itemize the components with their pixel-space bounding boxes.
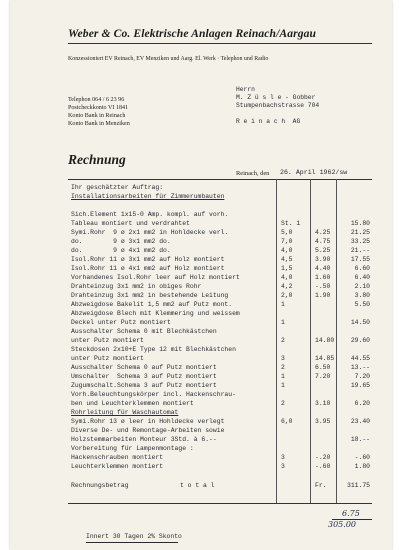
table-row xyxy=(68,426,372,435)
row-total: 23.40 xyxy=(350,418,370,425)
table-row xyxy=(68,417,372,426)
row-total: 17.55 xyxy=(350,256,370,263)
table-row xyxy=(68,363,372,372)
row-unit-price: 4.25 xyxy=(315,229,331,236)
table-row xyxy=(68,345,372,354)
table-row xyxy=(68,201,372,210)
row-total: 15.80 xyxy=(350,220,370,227)
row-total: 14.50 xyxy=(350,319,370,326)
table-row xyxy=(68,291,372,300)
row-quantity: 1 xyxy=(281,319,285,326)
row-unit-price: 14.80 xyxy=(315,337,335,344)
row-description: Deckel unter Putz montiert xyxy=(71,319,171,326)
company-subline: Konzessioniert EV Reinach, EV Menziken und Aarg. El. Werk · Telephon und Radio xyxy=(68,56,269,62)
letterhead-rule xyxy=(68,43,372,44)
table-row xyxy=(68,318,372,327)
summary-label: Rechnungsbetrag xyxy=(71,482,129,489)
row-total: 13.-- xyxy=(350,364,370,371)
row-unit-price: 3.90 xyxy=(315,256,331,263)
row-total: 1.80 xyxy=(354,463,370,470)
row-unit-price: 4.75 xyxy=(315,238,331,245)
row-description: Zugumschalt.Schema 3 auf Putz montiert xyxy=(71,382,217,389)
row-description: Isol.Rohr 11 ø 4x1 mm2 auf Holz montiert xyxy=(71,265,225,272)
row-total: 29.60 xyxy=(350,337,370,344)
table-row xyxy=(68,453,372,462)
table-row xyxy=(68,183,372,192)
row-description: Abzweigdose Bakelit 1,5 mm2 auf Putz mont. xyxy=(71,301,233,308)
table-top-rule xyxy=(68,179,372,180)
row-total: 33.25 xyxy=(350,238,370,245)
row-total: 7.20 xyxy=(354,373,370,380)
row-description: Holzstemmarbeiten Monteur 3Std. à 6.-- xyxy=(71,436,217,443)
summary-currency: Fr. xyxy=(315,482,327,489)
document-title: Rechnung xyxy=(68,152,126,167)
row-description: Isol.Rohr 11 ø 3x1 mm2 auf Holz montiert xyxy=(71,256,225,263)
table-row xyxy=(68,462,372,471)
table-row xyxy=(68,237,372,246)
row-quantity: 4,5 xyxy=(281,256,293,263)
table-row xyxy=(68,192,372,201)
contact-bank-reinach: Konto Bank in Reinach xyxy=(68,113,126,119)
row-quantity: 1 xyxy=(281,301,285,308)
handwritten-net-total: 305.00 xyxy=(328,520,356,529)
row-unit-price: 3.95 xyxy=(315,418,331,425)
row-quantity: 4,0 xyxy=(281,274,293,281)
payment-terms: Innert 30 Tagen 2% Skonto xyxy=(86,533,182,540)
row-total: 2.10 xyxy=(354,283,370,290)
row-description: Drahteinzug 3x1 mm2 in bestehende Leitung xyxy=(71,292,229,299)
summary-total: 311.75 xyxy=(346,482,370,489)
row-description: unter Putz montiert xyxy=(71,355,144,362)
row-quantity: 3 xyxy=(281,355,285,362)
recipient-line-3: Stumpenbachstrasse 704 xyxy=(236,102,320,109)
row-description: Ausschalter Schema 0 auf Putz montiert xyxy=(71,364,217,371)
contact-postcheck: Postcheckkonto VI 1841 xyxy=(68,105,129,111)
row-quantity: 1 xyxy=(281,373,285,380)
row-description: ben und Leuchterklemmen montiert xyxy=(71,400,194,407)
row-total: 6.20 xyxy=(354,400,370,407)
payment-terms-underline xyxy=(86,542,178,543)
row-unit-price: 3.10 xyxy=(315,400,331,407)
row-description: Abzweigdose Blech mit Klemmering und weissem xyxy=(71,310,240,317)
row-quantity: 6,0 xyxy=(281,418,293,425)
row-description: Vorbereitung für Lampenmontage : xyxy=(71,445,194,452)
row-quantity: 1 xyxy=(281,382,285,389)
line-items-table xyxy=(68,179,372,503)
row-description: unter Putz montiert xyxy=(71,337,144,344)
table-row xyxy=(68,354,372,363)
row-total: 6.60 xyxy=(354,265,370,272)
row-description: Diverse De- und Remontage-Arbeiten sowie xyxy=(71,427,225,434)
row-description: Sich.Element 1x15-0 Amp. kompl. auf vorh. xyxy=(71,211,229,218)
table-row xyxy=(68,210,372,219)
table-row xyxy=(68,300,372,309)
recipient-line-2: M. Z ü s l e - Gobber xyxy=(236,94,316,101)
row-total: 3.80 xyxy=(354,292,370,299)
row-description: Steckdosen 2x10+E Type 12 mit Blechkästchen xyxy=(71,346,236,353)
table-row xyxy=(68,435,372,444)
row-unit-price: 7.20 xyxy=(315,373,331,380)
row-total: 18.-- xyxy=(350,436,370,443)
row-quantity: 4,2 xyxy=(281,283,293,290)
row-description: do. 9 ø 3x1 mm2 do. xyxy=(71,238,171,245)
row-unit-price: -.50 xyxy=(315,283,331,290)
table-row xyxy=(68,444,372,453)
row-quantity: 2,0 xyxy=(281,292,293,299)
table-row xyxy=(68,309,372,318)
table-row xyxy=(68,336,372,345)
row-total: 5.50 xyxy=(354,301,370,308)
row-quantity: 5,0 xyxy=(281,229,293,236)
row-description: Ausschalter Schema 0 mit Blechkästchen xyxy=(71,328,217,335)
table-row xyxy=(68,273,372,282)
recipient-line-5: R e i n a c h AG xyxy=(236,118,301,125)
row-total: 21.25 xyxy=(350,229,370,236)
row-description: do. 9 ø 4x1 mm2 do. xyxy=(71,247,171,254)
table-row xyxy=(68,327,372,336)
table-row xyxy=(68,399,372,408)
row-description: Leuchterklemmen montiert xyxy=(71,463,164,470)
company-name: Weber & Co. Elektrische Anlagen Reinach/Aargau xyxy=(68,27,317,40)
table-row xyxy=(68,264,372,273)
row-total: 6.40 xyxy=(354,274,370,281)
row-unit-price: -.20 xyxy=(315,454,331,461)
summary-mid: t o t a l xyxy=(180,482,215,489)
row-quantity: 4,0 xyxy=(281,247,293,254)
table-row xyxy=(68,255,372,264)
row-quantity: 2 xyxy=(281,364,285,371)
recipient-line-1: Herrn xyxy=(236,86,255,93)
table-row xyxy=(68,228,372,237)
row-unit-price: 6.50 xyxy=(315,364,331,371)
date-value: 26. April 1962/sw xyxy=(280,169,348,176)
table-row xyxy=(68,408,372,417)
row-unit-price: 1.60 xyxy=(315,274,331,281)
row-description: Hackenschrauben montiert xyxy=(71,454,164,461)
row-description: Rohrleitung für Waschautomat xyxy=(71,409,179,416)
row-total: 44.55 xyxy=(350,355,370,362)
row-total: -.60 xyxy=(354,454,370,461)
table-row xyxy=(68,219,372,228)
row-quantity: 3 xyxy=(281,454,285,461)
table-row xyxy=(68,372,372,381)
summary-row xyxy=(68,481,372,490)
table-row xyxy=(68,282,372,291)
row-quantity: 7,0 xyxy=(281,238,293,245)
row-description: Tableau montiert und verdrahtet xyxy=(71,220,190,227)
row-unit-price: -.60 xyxy=(315,463,331,470)
invoice-sheet xyxy=(10,0,392,550)
table-bottom-rule xyxy=(68,503,372,504)
date-label: Reinach, den xyxy=(236,170,270,177)
row-description: Symi.Rohr 13 ø leer in Hohldecke verlegt xyxy=(71,418,225,425)
row-description: Vorh.Beleuchtungskörper incl. Hackenschrau- xyxy=(71,391,236,398)
row-unit-price: 14.85 xyxy=(315,355,335,362)
row-total: 19.65 xyxy=(350,382,370,389)
row-unit-price: 5.25 xyxy=(315,247,331,254)
row-description: Installationsarbeiten für Zimmerumbauten xyxy=(71,193,225,200)
handwritten-adjustment: 6.75 xyxy=(342,509,360,518)
row-quantity: 2 xyxy=(281,337,285,344)
row-total: 21.-- xyxy=(350,247,370,254)
row-unit-price: 1.90 xyxy=(315,292,331,299)
row-quantity: 3 xyxy=(281,463,285,470)
table-row xyxy=(68,390,372,399)
row-description: Vorhandenes Isol.Rohr leer auf Holz montiert xyxy=(71,274,240,281)
table-row xyxy=(68,381,372,390)
contact-bank-menziken: Konto Bank in Menziken xyxy=(68,121,130,127)
row-description: Drahteinzug 3x1 mm2 in obiges Rohr xyxy=(71,283,202,290)
table-row xyxy=(68,246,372,255)
row-description: Ihr geschätzter Auftrag: xyxy=(71,184,164,191)
row-quantity: St. 1 xyxy=(281,220,301,227)
row-unit-price: 4.40 xyxy=(315,265,331,272)
row-description: Umschalter Schema 3 auf Putz montiert xyxy=(71,373,217,380)
contact-phone: Telephon 064 / 6 23 96 xyxy=(68,97,125,103)
row-quantity: 1,5 xyxy=(281,265,293,272)
row-description: Symi.Rohr 9 ø 2x1 mm2 in Hohldecke verl. xyxy=(71,229,229,236)
row-quantity: 2 xyxy=(281,400,285,407)
